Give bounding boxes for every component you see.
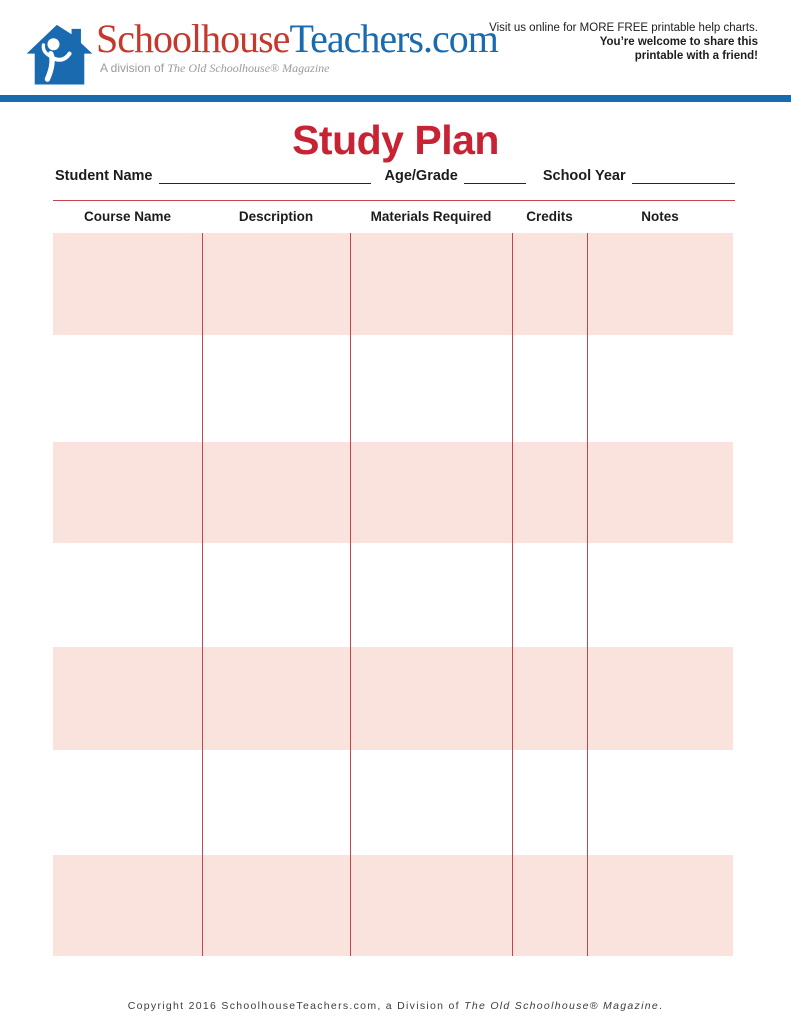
footer-prefix: Copyright 2016 SchoolhouseTeachers.com, a Division of [127, 1000, 465, 1012]
column-header-notes: Notes [641, 209, 679, 224]
age-grade-label: Age/Grade [384, 168, 458, 184]
table-row[interactable] [53, 543, 733, 647]
brand-tagline [100, 61, 498, 76]
school-year-field[interactable] [632, 169, 735, 184]
age-grade-field[interactable] [464, 169, 526, 184]
brand-block [96, 18, 498, 76]
footer-suffix: . [659, 1000, 664, 1012]
page-title: Study Plan [292, 117, 499, 163]
brand-schoolhouse: Schoolhouse [96, 16, 290, 61]
promo-line-3: printable with a friend! [634, 50, 758, 62]
schoolhouse-house-icon [26, 22, 93, 88]
table-row[interactable] [53, 750, 733, 855]
table-top-rule [53, 200, 735, 201]
student-name-field[interactable] [159, 169, 371, 184]
header-logo [26, 18, 498, 88]
footer-copyright [0, 1000, 791, 1012]
table-row[interactable] [53, 442, 733, 543]
table-row[interactable] [53, 855, 733, 956]
brand-teachers-com: Teachers.com [289, 16, 498, 61]
table-row[interactable] [53, 647, 733, 750]
column-divider [202, 233, 203, 956]
column-divider [587, 233, 588, 956]
column-header-materials-required: Materials Required [370, 209, 492, 224]
study-plan-table [53, 233, 733, 956]
column-divider [512, 233, 513, 956]
tagline-prefix: A division of [100, 61, 168, 75]
brand-wordmark [96, 18, 498, 60]
footer-magazine: The Old Schoolhouse® Magazine [464, 1000, 659, 1012]
student-info-row [55, 168, 735, 184]
student-name-label: Student Name [55, 168, 153, 184]
table-row[interactable] [53, 233, 733, 335]
promo-text [489, 21, 758, 63]
column-header-description: Description [238, 209, 314, 224]
school-year-label: School Year [542, 168, 626, 184]
table-row[interactable] [53, 335, 733, 442]
promo-line-2: You’re welcome to share this [599, 36, 758, 48]
column-divider [350, 233, 351, 956]
tagline-magazine: The Old Schoolhouse® Magazine [167, 61, 330, 75]
promo-line-1: Visit us online for MORE FREE printable help charts. [489, 22, 758, 34]
table-column-headers [53, 209, 733, 224]
column-header-course-name: Course Name [83, 209, 172, 224]
column-header-credits: Credits [526, 209, 573, 224]
header-divider-bar [0, 95, 791, 102]
